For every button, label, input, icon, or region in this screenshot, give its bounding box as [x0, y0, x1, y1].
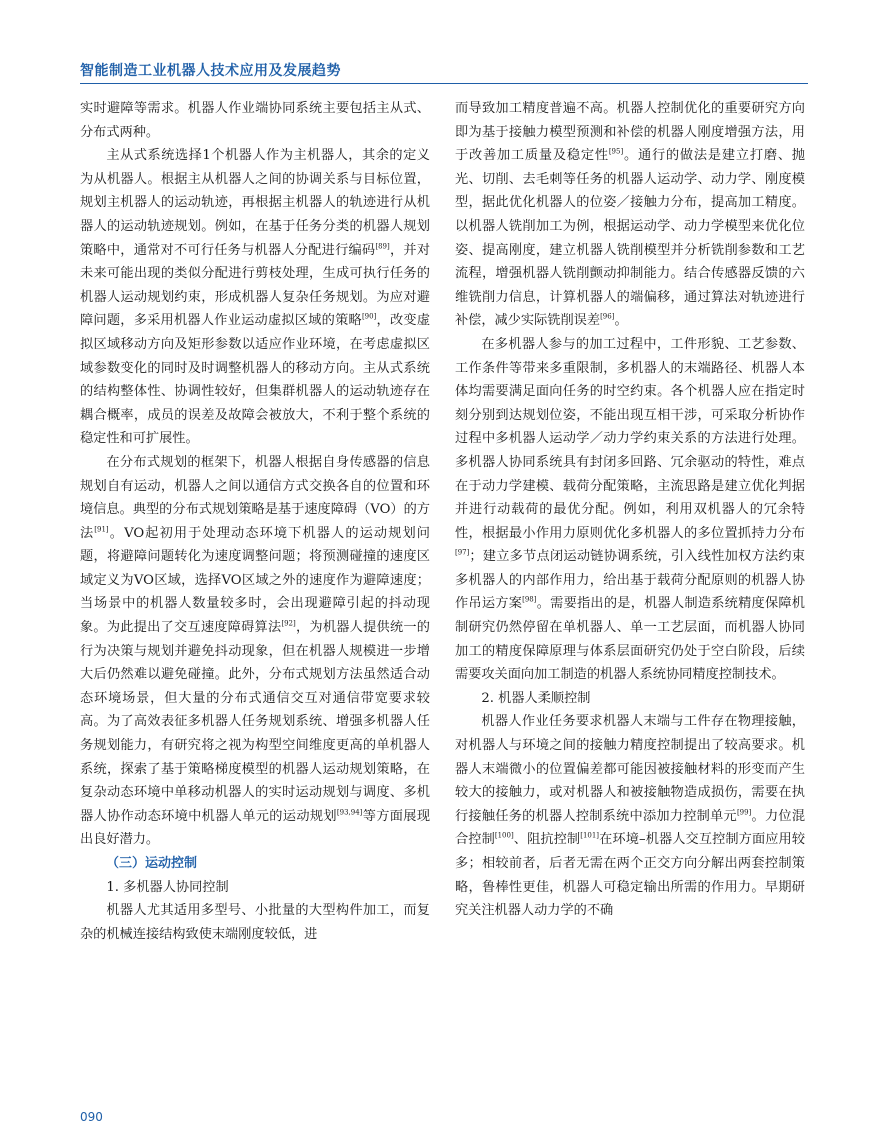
- text-run: 在分布式规划的框架下，机器人根据自身传感器的信息规划自有运动，机器人之间以通信方式交换各自的位置和环境信息。典型的分布式规划策略是基于速度障碍（VO）的方法: [80, 454, 430, 541]
- text-run: 、阻抗控制: [513, 832, 581, 848]
- citation: [95]: [608, 147, 624, 156]
- text-run: 而导致加工精度普遍不高。机器人控制优化的重要研究方向即为基于接触力模型预测和补偿的机器人刚度增强方法，用于改善加工质量及稳定性: [455, 101, 805, 164]
- citation: [90]: [361, 312, 377, 321]
- text-run: 等方面展现出良好潜力。: [80, 808, 431, 848]
- text-run: ，为机器人提供统一的行为决策与规划并避免抖动现象，但在机器人规模进一步增大后仍然难以避免碰撞。此外，分布式规划方法虽然适合动态环境场景，但大量的分布式通信交互对通信带宽要求较高。为了高效表征多机器人任务规划系统、增强多机器人任务规划能力，有研究将之视为构型空间维度更高的单机器人系统，探索了基于策略梯度模型的机器人运动规划策略，在复杂动态环境中单移动机器人的实时运动规划与调度、多机器人协作动态环境中机器人单元的运动规划: [80, 620, 430, 824]
- paragraph: [80, 451, 430, 852]
- text-run: ，改变虚拟区域移动方向及矩形参数以适应作业环境，在考虑虚拟区域参数变化的同时及时调整机器人的移动方向。主从式系统的结构整体性、协调性较好，但集群机器人的运动轨迹存在耦合概率，成员的误差及故障会被放大，不利于整个系统的稳定性和可扩展性。: [80, 313, 431, 447]
- running-head: 智能制造工业机器人技术应用及发展趋势: [80, 63, 341, 79]
- header-rule: [80, 83, 808, 84]
- left-column: [80, 97, 430, 946]
- text-run: 。通行的做法是建立打磨、抛光、切削、去毛刺等任务的机器人运动学、动力学、刚度模型，据此优化机器人的位姿／接触力分布，提高加工精度。以机器人铣削加工为例，根据运动学、动力学模型来优化位姿、提高刚度，建立机器人铣削模型并分析铣削参数和工艺流程，增强机器人铣削颤动抑制能力。结合传感器反馈的六维铣削力信息，计算机器人的端偏移，通过算法对轨迹进行补偿，减少实际铣削误差: [455, 148, 805, 329]
- text-run: 。: [614, 313, 628, 329]
- section-heading: （三）运动控制: [106, 856, 198, 871]
- paragraph: 机器人尤其适用多型号、小批量的大型构件加工，而复杂的机械连接结构致使末端刚度较低，进: [80, 903, 430, 942]
- text-run: 机器人作业任务要求机器人末端与工件存在物理接触，对机器人与环境之间的接触力精度控制提出了较高要求。机器人末端微小的位置偏差都可能因被接触材料的形变而产生较大的接触力，或对机器人和被接触物造成损伤，需要在执行接触任务的机器人控制系统中添加力控制单元: [455, 714, 805, 824]
- citation: [91]: [94, 525, 109, 534]
- subsection-heading: 2. 机器人柔顺控制: [481, 690, 591, 706]
- text-run: 在环境–机器人交互控制方面应用较多；相较前者，后者无需在两个正交方向分解出两套控制策略，鲁棒性更佳，机器人可稳定输出所需的作用力。早期研究关注机器人动力学的不确: [455, 832, 806, 919]
- citation: [98]: [522, 596, 537, 605]
- citation: [100]: [494, 832, 514, 841]
- page-number: 090: [80, 1110, 103, 1124]
- right-column: [455, 97, 805, 923]
- subsection-heading: 1. 多机器人协同控制: [106, 879, 229, 895]
- citation: [99]: [736, 808, 752, 817]
- paragraph: [455, 710, 805, 922]
- text-run: 在多机器人参与的加工过程中，工件形貌、工艺参数、工作条件等带来多重限制，多机器人的末端路径、机器人本体均需要满足面向任务的时空约束。各个机器人应在指定时刻分别到达规划位姿，不能出现互相干涉，可采取分析协作过程中多机器人运动学／动力学约束关系的方法进行处理。多机器人协同系统具有封闭多回路、冗余驱动的特性，难点在于动力学建模、载荷分配策略，主流思路是建立优化判据并进行动载荷的最优分配。例如，利用双机器人的冗余特性，根据最小作用力原则优化多机器人的多位置抓持力分布: [455, 336, 805, 541]
- citation: [96]: [600, 312, 615, 321]
- paragraph: [80, 144, 430, 451]
- paragraph: [455, 97, 805, 333]
- paragraph: [455, 333, 805, 687]
- paragraph: 实时避障等需求。机器人作业端协同系统主要包括主从式、分布式两种。: [80, 101, 430, 140]
- text-run: 主从式系统选择1个机器人作为主机器人，其余的定义为从机器人。根据主从机器人之间的协调关系与目标位置，规划主机器人的运动轨迹，再根据主机器人的轨迹进行从机器人的运动轨迹规划。例如，在基于任务分类的机器人规划策略中，通常对不可行任务与机器人分配进行编码: [80, 148, 430, 258]
- citation: [92]: [281, 619, 296, 628]
- citation: [93,94]: [336, 808, 363, 817]
- citation: [101]: [580, 832, 600, 841]
- text-run: 。VO起初用于处理动态环境下机器人的运动规划问题，将避障问题转化为速度调整问题；将预测碰撞的速度区域定义为VO区域，选择VO区域之外的速度作为避障速度；当场景中的机器人数量较多时，会出现避障引起的抖动现象。为此提出了交互速度障碍算法: [80, 525, 430, 636]
- text-run: 。力位混合控制: [455, 808, 806, 848]
- text-run: 。需要指出的是，机器人制造系统精度保障机制研究仍然停留在单机器人、单一工艺层面，而机器人协同加工的精度保障原理与体系层面研究仍处于空白阶段，后续需要攻关面向加工制造的机器人系统协同精度控制技术。: [455, 596, 805, 683]
- text-run: ；建立多节点闭运动链协调系统，引入线性加权方法约束多机器人的内部作用力，给出基于载荷分配原则的机器人协作吊运方案: [455, 549, 805, 612]
- citation: [97]: [455, 548, 470, 557]
- citation: [89]: [375, 242, 390, 251]
- text-run: ，并对未来可能出现的类似分配进行剪枝处理，生成可执行任务的机器人运动规划约束，形成机器人复杂任务规划。为应对避障问题，多采用机器人作业运动虚拟区域的策略: [80, 242, 431, 329]
